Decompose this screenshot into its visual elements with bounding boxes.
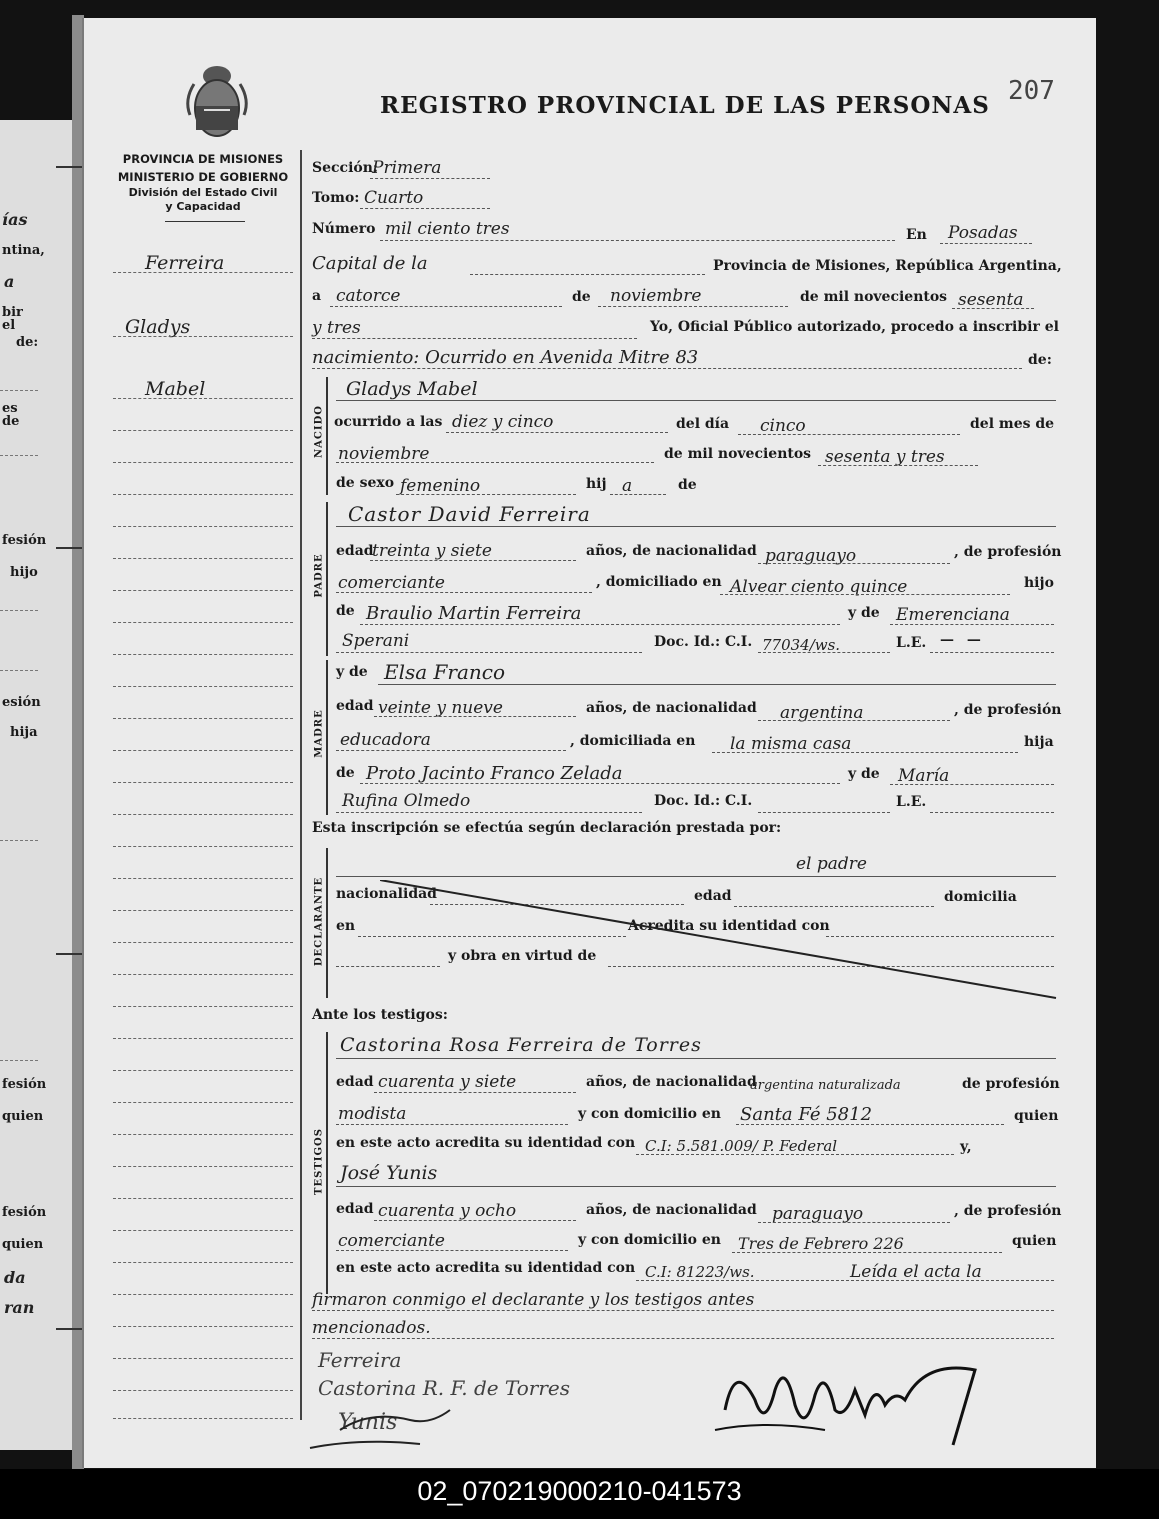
- left-page-rule: [0, 610, 38, 611]
- margin-line: [113, 750, 293, 751]
- abuela-paterna-line2: [336, 652, 642, 653]
- left-fragment: fesión: [2, 1205, 47, 1220]
- margin-line: [113, 718, 293, 719]
- left-fragment: quien: [2, 1237, 44, 1252]
- hij-label: hij: [586, 476, 607, 492]
- madre-section-label: MADRE: [313, 709, 325, 758]
- padre-edad-line: [370, 560, 576, 561]
- left-page-rule: [0, 390, 38, 391]
- testigo2-doc-value: C.I: 81223/ws.: [645, 1263, 755, 1281]
- left-fragment: bir el: [2, 305, 23, 333]
- margin-line: [113, 814, 293, 815]
- anio2-line: [312, 338, 637, 339]
- left-fragment: a: [4, 272, 15, 291]
- left-fragment: ntina,: [2, 243, 45, 258]
- margin-line: [113, 622, 293, 623]
- madre-dom-value: la misma casa: [730, 734, 852, 754]
- padre-section-label: PADRE: [313, 553, 325, 598]
- numero-value: mil ciento tres: [385, 219, 510, 239]
- margin-line: [113, 782, 293, 783]
- madre-le-line: [930, 812, 1054, 813]
- testigo2-nac-line: [758, 1222, 950, 1223]
- madre-prof-label: , de profesión: [954, 702, 1062, 718]
- seccion-label: Sección:: [312, 160, 379, 176]
- del-dia-label: del día: [676, 416, 730, 432]
- signature-testigo2-flourish: [300, 1340, 520, 1460]
- madre-prof-value: educadora: [340, 730, 431, 750]
- mes-line: [598, 306, 788, 307]
- anio-text: de mil novecientos: [800, 289, 948, 305]
- madre-dom-line: [712, 752, 1018, 753]
- abuelo-paterno-line: [360, 624, 840, 625]
- declarante-line: [336, 876, 1056, 877]
- closing-line-2: [312, 1338, 1054, 1339]
- abuela-materna-value2: Rufina Olmedo: [342, 791, 471, 811]
- testigo2-edad-label: edad: [336, 1201, 374, 1217]
- office-header: [108, 150, 298, 214]
- margin-line: [113, 1198, 293, 1199]
- left-fragment: fesión: [2, 1077, 47, 1092]
- padre-le-label: L.E.: [896, 635, 927, 651]
- nacido-de-label: de: [678, 477, 697, 493]
- signature-testigo2: Yunis: [338, 1410, 398, 1435]
- testigo1-nombre: Castorina Rosa Ferreira de Torres: [340, 1034, 702, 1056]
- hij-value: a: [622, 476, 633, 496]
- testigo2-prof-label: , de profesión: [954, 1203, 1062, 1219]
- padre-nombre-line: [336, 526, 1056, 527]
- page-number: 207: [1008, 76, 1055, 106]
- madre-nombre: Elsa Franco: [384, 660, 506, 684]
- testigo1-dom-label: y con domicilio en: [578, 1106, 721, 1122]
- testigo2-nombre: José Yunis: [340, 1162, 438, 1184]
- padre-de-label: de: [336, 603, 355, 619]
- margin-line: [113, 430, 293, 431]
- testigo2-dom-value: Tres de Febrero 226: [738, 1234, 904, 1253]
- coat-of-arms-icon: [182, 60, 252, 142]
- padre-prof-label: , de profesión: [954, 544, 1062, 560]
- madre-rule: [326, 660, 328, 815]
- en-label: En: [906, 227, 927, 243]
- padre-dom-value: Alvear ciento quince: [730, 577, 908, 597]
- declarante-value: el padre: [796, 854, 867, 874]
- margin-line: [113, 1102, 293, 1103]
- testigos-rule: [326, 1032, 328, 1294]
- testigo1-nac-value: argentina naturalizada: [750, 1078, 901, 1093]
- mes-value: noviembre: [610, 286, 702, 306]
- testigo2-edad-value: cuarenta y ocho: [378, 1201, 517, 1221]
- margin-line: [113, 558, 293, 559]
- padre-nac-line: [758, 563, 950, 564]
- nacido-anio-label: de mil novecientos: [664, 446, 812, 462]
- madre-le-label: L.E.: [896, 794, 927, 810]
- margin-name2: Mabel: [145, 378, 206, 400]
- margin-line: [113, 590, 293, 591]
- margin-line: [113, 1326, 293, 1327]
- anio-line: [952, 308, 1034, 309]
- margin-line: [113, 942, 293, 943]
- padre-le-line: [930, 652, 1054, 653]
- dia-value: catorce: [336, 286, 401, 306]
- nacido-mes-value: noviembre: [338, 444, 430, 464]
- hijo-label: hijo: [1024, 575, 1054, 591]
- declarante-dom-label: domicilia: [944, 889, 1017, 905]
- madre-edad-value: veinte y nueve: [378, 698, 503, 718]
- sexo-line: [396, 494, 576, 495]
- margin-line: [113, 974, 293, 975]
- margin-line: [113, 398, 293, 399]
- closing-text-2: mencionados.: [312, 1318, 431, 1338]
- declarante-rule: [326, 848, 328, 998]
- margin-line: [113, 1358, 293, 1359]
- testigo1-edad-line: [374, 1092, 576, 1093]
- madre-prof-line: [336, 750, 566, 751]
- left-fragment: ías: [2, 210, 28, 229]
- abuela-materna-line2: [336, 812, 642, 813]
- left-fragment: fesión: [2, 533, 47, 548]
- left-page-rule: [0, 1060, 38, 1061]
- left-fragment: da: [4, 1268, 26, 1287]
- provincia-text: Provincia de Misiones, República Argentina,: [713, 258, 1062, 274]
- left-fragment: es de: [2, 401, 20, 429]
- nacido-anio-line: [818, 465, 978, 466]
- seccion-line: [370, 178, 490, 179]
- declarante-obra-label: y obra en virtud de: [448, 948, 597, 964]
- testigo2-acredita-label: en este acto acredita su identidad con: [336, 1260, 636, 1276]
- left-fragment: esión: [2, 695, 41, 710]
- padre-dom-label: , domiciliado en: [596, 574, 722, 590]
- madre-nombre-line: [378, 684, 1056, 685]
- numero-label: Número: [312, 221, 376, 237]
- declarante-en-label: en: [336, 918, 356, 934]
- madre-de-label: de: [336, 765, 355, 781]
- office-division2: y Capacidad: [165, 200, 241, 213]
- testigo1-nombre-line: [336, 1058, 1056, 1059]
- anio2-value: y tres: [312, 318, 361, 338]
- testigo2-dom-label: y con domicilio en: [578, 1232, 721, 1248]
- madre-dom-label: , domiciliada en: [570, 733, 696, 749]
- leida-inline-text: Leída el acta la: [850, 1262, 982, 1282]
- nacido-nombre: Gladys Mabel: [346, 378, 478, 400]
- margin-line: [113, 494, 293, 495]
- de2-label: de:: [1028, 352, 1052, 368]
- declarante-nac-label: nacionalidad: [336, 886, 437, 902]
- margin-line: [113, 272, 293, 273]
- abuela-materna-line: [890, 784, 1054, 785]
- abuela-materna-value: María: [898, 766, 950, 786]
- declarante-intro: Esta inscripción se efectúa según declaración prestada por:: [312, 820, 782, 836]
- tomo-line: [360, 208, 490, 209]
- madre-yde2-label: y de: [848, 766, 880, 782]
- footer-code: 02_070219000210-041573: [0, 1469, 1159, 1519]
- left-page-rule: [0, 455, 38, 456]
- madre-doc-label: Doc. Id.: C.I.: [654, 793, 753, 809]
- seccion-value: Primera: [372, 158, 442, 178]
- padre-dom-line: [720, 594, 1010, 595]
- ocurrido-label: ocurrido a las: [334, 414, 443, 430]
- abuela-paterna-line: [890, 624, 1054, 625]
- padre-prof-value: comerciante: [338, 573, 445, 593]
- margin-line: [113, 526, 293, 527]
- padre-nombre: Castor David Ferreira: [348, 502, 591, 526]
- padre-doc-value: 77034/ws.: [762, 636, 841, 654]
- testigo1-edad-value: cuarenta y siete: [378, 1072, 517, 1092]
- sexo-label: de sexo: [336, 475, 395, 491]
- hij-line: [610, 494, 666, 495]
- declarante-edad-label: edad: [694, 888, 732, 904]
- margin-line: [113, 1230, 293, 1231]
- margin-name1: Gladys: [125, 316, 191, 338]
- margin-line: [113, 1262, 293, 1263]
- abuela-paterna-value2: Sperani: [342, 631, 410, 651]
- testigo1-dom-value: Santa Fé 5812: [740, 1104, 873, 1125]
- padre-edad-value: treinta y siete: [372, 541, 492, 561]
- testigo2-prof-line: [336, 1250, 568, 1251]
- capital-value: Capital de la: [312, 253, 428, 274]
- testigo2-nac-label: años, de nacionalidad: [586, 1202, 757, 1218]
- left-page-rule: [0, 840, 38, 841]
- padre-yde-label: y de: [848, 605, 880, 621]
- nacido-nombre-line: [336, 400, 1056, 401]
- page-title: REGISTRO PROVINCIAL DE LAS PERSONAS: [380, 92, 990, 119]
- margin-line: [113, 1006, 293, 1007]
- left-fragment: de:: [16, 335, 39, 350]
- anio-value: sesenta: [958, 290, 1024, 310]
- dia-line: [330, 306, 562, 307]
- sexo-value: femenino: [400, 476, 481, 496]
- left-fragment: quien: [2, 1109, 44, 1124]
- margin-line: [113, 1038, 293, 1039]
- closing-line-1: [312, 1310, 1054, 1311]
- testigo2-doc-line: [636, 1280, 1054, 1281]
- testigo1-acredita-label: en este acto acredita su identidad con: [336, 1135, 636, 1151]
- margin-line: [113, 1070, 293, 1071]
- tomo-value: Cuarto: [364, 188, 424, 208]
- hora-line: [446, 432, 668, 433]
- oficial-text: Yo, Oficial Público autorizado, procedo a inscribir el: [650, 319, 1059, 335]
- margin-line: [113, 336, 293, 337]
- declarante-strike-line: [380, 880, 1060, 1002]
- testigo1-dom-line: [736, 1124, 1004, 1125]
- padre-le-value: — —: [940, 632, 985, 648]
- testigo2-nombre-line: [336, 1186, 1056, 1187]
- abuela-paterna-value: Emerenciana: [896, 605, 1010, 625]
- madre-nac-line: [758, 720, 950, 721]
- margin-surname: Ferreira: [145, 252, 225, 274]
- padre-prof-line: [336, 592, 592, 593]
- padre-rule: [326, 502, 328, 656]
- margin-line: [113, 1134, 293, 1135]
- padre-doc-line: [758, 652, 890, 653]
- testigo1-nac-label: años, de nacionalidad: [586, 1074, 757, 1090]
- margin-line: [113, 1294, 293, 1295]
- margin-line: [113, 1418, 293, 1419]
- padre-doc-label: Doc. Id.: C.I.: [654, 634, 753, 650]
- madre-nac-label: años, de nacionalidad: [586, 700, 757, 716]
- left-fragment: hijo: [10, 565, 38, 580]
- testigo2-quien-label: quien: [1012, 1233, 1057, 1249]
- testigos-intro: Ante los testigos:: [312, 1007, 448, 1023]
- nacido-rule: [326, 377, 328, 495]
- madre-edad-line: [374, 716, 576, 717]
- declarante-section-label: DECLARANTE: [313, 876, 325, 967]
- madre-edad-label: edad: [336, 698, 374, 714]
- margin-line: [113, 462, 293, 463]
- margin-line: [113, 910, 293, 911]
- testigo1-prof-label: de profesión: [962, 1076, 1060, 1092]
- en-value: Posadas: [948, 223, 1018, 243]
- testigo1-y-label: y,: [960, 1139, 972, 1155]
- nacido-dia-value: cinco: [760, 416, 806, 436]
- testigo1-quien-label: quien: [1014, 1108, 1059, 1124]
- left-fragment: ran: [4, 1298, 35, 1317]
- hora-value: diez y cinco: [452, 412, 554, 432]
- signature-oficial: [705, 1350, 985, 1460]
- testigo1-edad-label: edad: [336, 1074, 374, 1090]
- closing-text-1: firmaron conmigo el declarante y los testigos antes: [312, 1290, 755, 1310]
- signature-declarante: Ferreira: [318, 1348, 402, 1372]
- capital-line: [470, 274, 705, 275]
- office-underline: [165, 221, 245, 222]
- signature-testigo1: Castorina R. F. de Torres: [318, 1376, 570, 1400]
- margin-line: [113, 846, 293, 847]
- madre-yde-label: y de: [336, 664, 368, 680]
- testigos-section-label: TESTIGOS: [313, 1128, 325, 1195]
- testigo2-prof-value: comerciante: [338, 1231, 445, 1251]
- testigo1-prof-value: modista: [338, 1104, 407, 1124]
- numero-line: [380, 240, 895, 241]
- office-province: PROVINCIA DE MISIONES: [122, 152, 284, 166]
- left-fragment: hija: [10, 725, 38, 740]
- declarante-acredita-label: Acredita su identidad con: [628, 918, 830, 934]
- madre-doc-line: [758, 812, 890, 813]
- testigo2-dom-line: [732, 1252, 1002, 1253]
- testigo1-doc-value: C.I: 5.581.009/ P. Federal: [645, 1137, 838, 1155]
- nacido-mes-line: [336, 462, 654, 463]
- de-label: de: [572, 289, 591, 305]
- margin-line: [113, 878, 293, 879]
- margin-line: [113, 654, 293, 655]
- abuelo-paterno-value: Braulio Martin Ferreira: [366, 603, 582, 624]
- testigo1-prof-line: [336, 1124, 568, 1125]
- tomo-label: Tomo:: [312, 190, 360, 206]
- left-page-rule: [0, 670, 38, 671]
- margin-divider: [300, 150, 302, 1420]
- tipo-value: nacimiento: Ocurrido en Avenida Mitre 83: [312, 347, 699, 368]
- margin-line: [113, 1390, 293, 1391]
- tipo-line: [312, 368, 1022, 369]
- nacido-dia-line: [738, 434, 960, 435]
- del-mes-label: del mes de: [970, 416, 1055, 432]
- office-division: División del Estado Civil: [128, 186, 278, 199]
- padre-edad-label: edad: [336, 543, 374, 559]
- testigo2-nac-value: paraguayo: [772, 1204, 864, 1224]
- hija-label: hija: [1024, 734, 1054, 750]
- nacido-section-label: NACIDO: [313, 405, 325, 458]
- abuelo-materno-value: Proto Jacinto Franco Zelada: [366, 763, 623, 784]
- testigo1-doc-line: [636, 1154, 954, 1155]
- abuelo-materno-line: [360, 783, 840, 784]
- a-label: a: [312, 288, 322, 304]
- office-ministry: MINISTERIO DE GOBIERNO: [117, 170, 289, 184]
- madre-nac-value: argentina: [780, 703, 864, 723]
- en-line: [940, 243, 1032, 244]
- margin-line: [113, 686, 293, 687]
- padre-nac-label: años, de nacionalidad: [586, 543, 757, 559]
- margin-line: [113, 1166, 293, 1167]
- padre-nac-value: paraguayo: [765, 546, 857, 566]
- testigo2-edad-line: [374, 1220, 576, 1221]
- nacido-anio-value: sesenta y tres: [825, 447, 945, 467]
